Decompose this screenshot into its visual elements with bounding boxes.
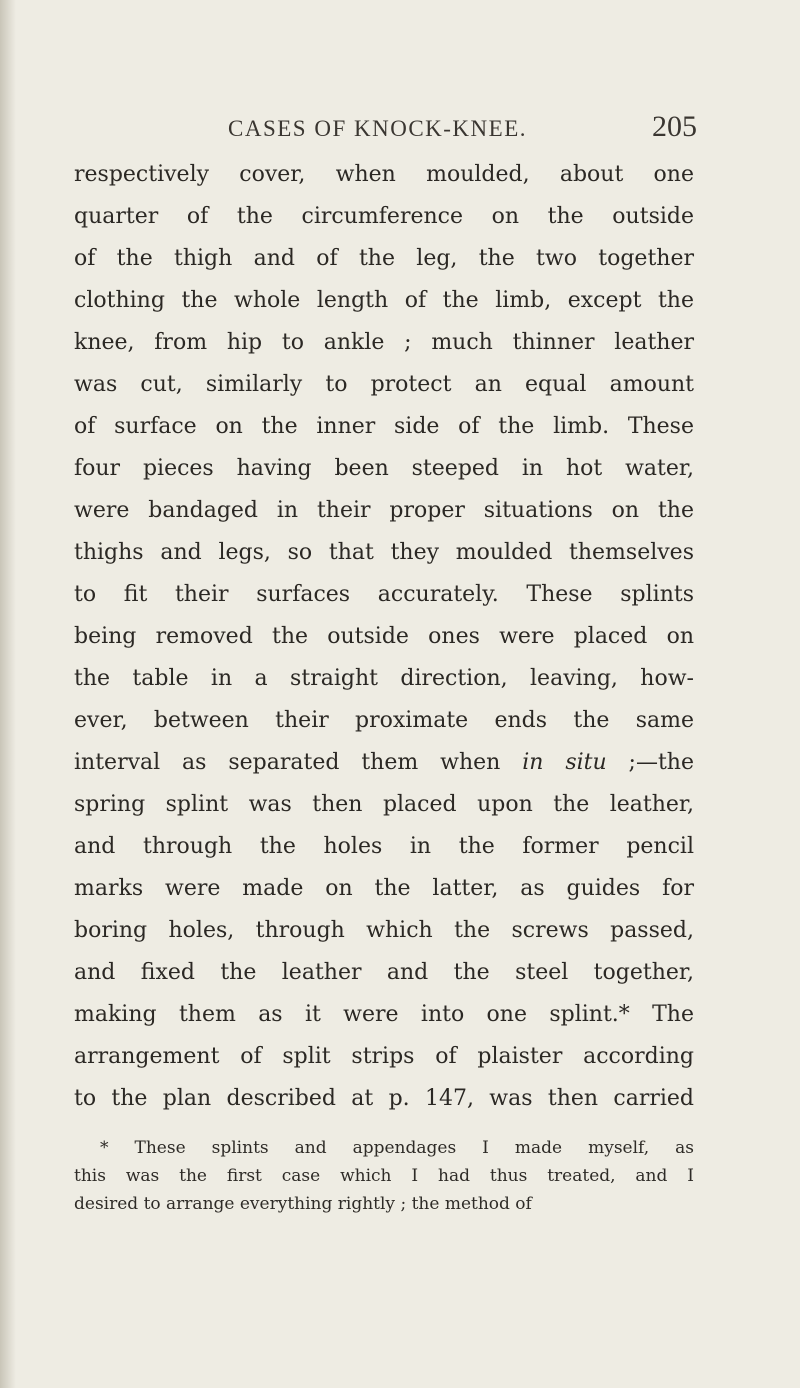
text-line: respectively cover, when moulded, about one — [74, 162, 694, 187]
text-line: thighs and legs, so that they moulded themselves — [74, 540, 694, 565]
page-edge-shadow — [0, 0, 16, 1388]
running-head: CASES OF KNOCK-KNEE. — [228, 116, 527, 141]
text-line: interval as separated them when in situ ;—the — [74, 750, 694, 775]
page-header — [0, 112, 800, 152]
text-line: making them as it were into one splint.* The — [74, 1002, 694, 1027]
text-line: to fit their surfaces accurately. These splints — [74, 582, 694, 607]
text-line: four pieces having been steeped in hot water, — [74, 456, 694, 481]
italic-phrase: in situ — [522, 750, 607, 775]
footnote-line: * These splints and appendages I made myself, as — [100, 1138, 694, 1158]
text-line: clothing the whole length of the limb, except the — [74, 288, 694, 313]
page-number: 205 — [652, 110, 697, 143]
text-line: was cut, similarly to protect an equal amount — [74, 372, 694, 397]
text-line: to the plan described at p. 147, was then carried — [74, 1086, 694, 1111]
text-line: of surface on the inner side of the limb. These — [74, 414, 694, 439]
text-line: and through the holes in the former pencil — [74, 834, 694, 859]
body-text — [74, 154, 694, 1120]
text-line: quarter of the circumference on the outside — [74, 204, 694, 229]
text-line: and fixed the leather and the steel together, — [74, 960, 694, 985]
text-line: spring splint was then placed upon the leather, — [74, 792, 694, 817]
text-line: of the thigh and of the leg, the two together — [74, 246, 694, 271]
text-line: ever, between their proximate ends the same — [74, 708, 694, 733]
footnote — [74, 1134, 694, 1218]
footnote-line: desired to arrange everything rightly ; the method of — [74, 1194, 532, 1214]
text-line: being removed the outside ones were placed on — [74, 624, 694, 649]
text-line: arrangement of split strips of plaister according — [74, 1044, 694, 1069]
text-line: knee, from hip to ankle ; much thinner leather — [74, 330, 694, 355]
text-line: marks were made on the latter, as guides for — [74, 876, 694, 901]
text-line: were bandaged in their proper situations on the — [74, 498, 694, 523]
text-line: the table in a straight direction, leaving, how- — [74, 666, 694, 691]
text-line: boring holes, through which the screws passed, — [74, 918, 694, 943]
footnote-line: this was the first case which I had thus treated, and I — [74, 1166, 694, 1186]
